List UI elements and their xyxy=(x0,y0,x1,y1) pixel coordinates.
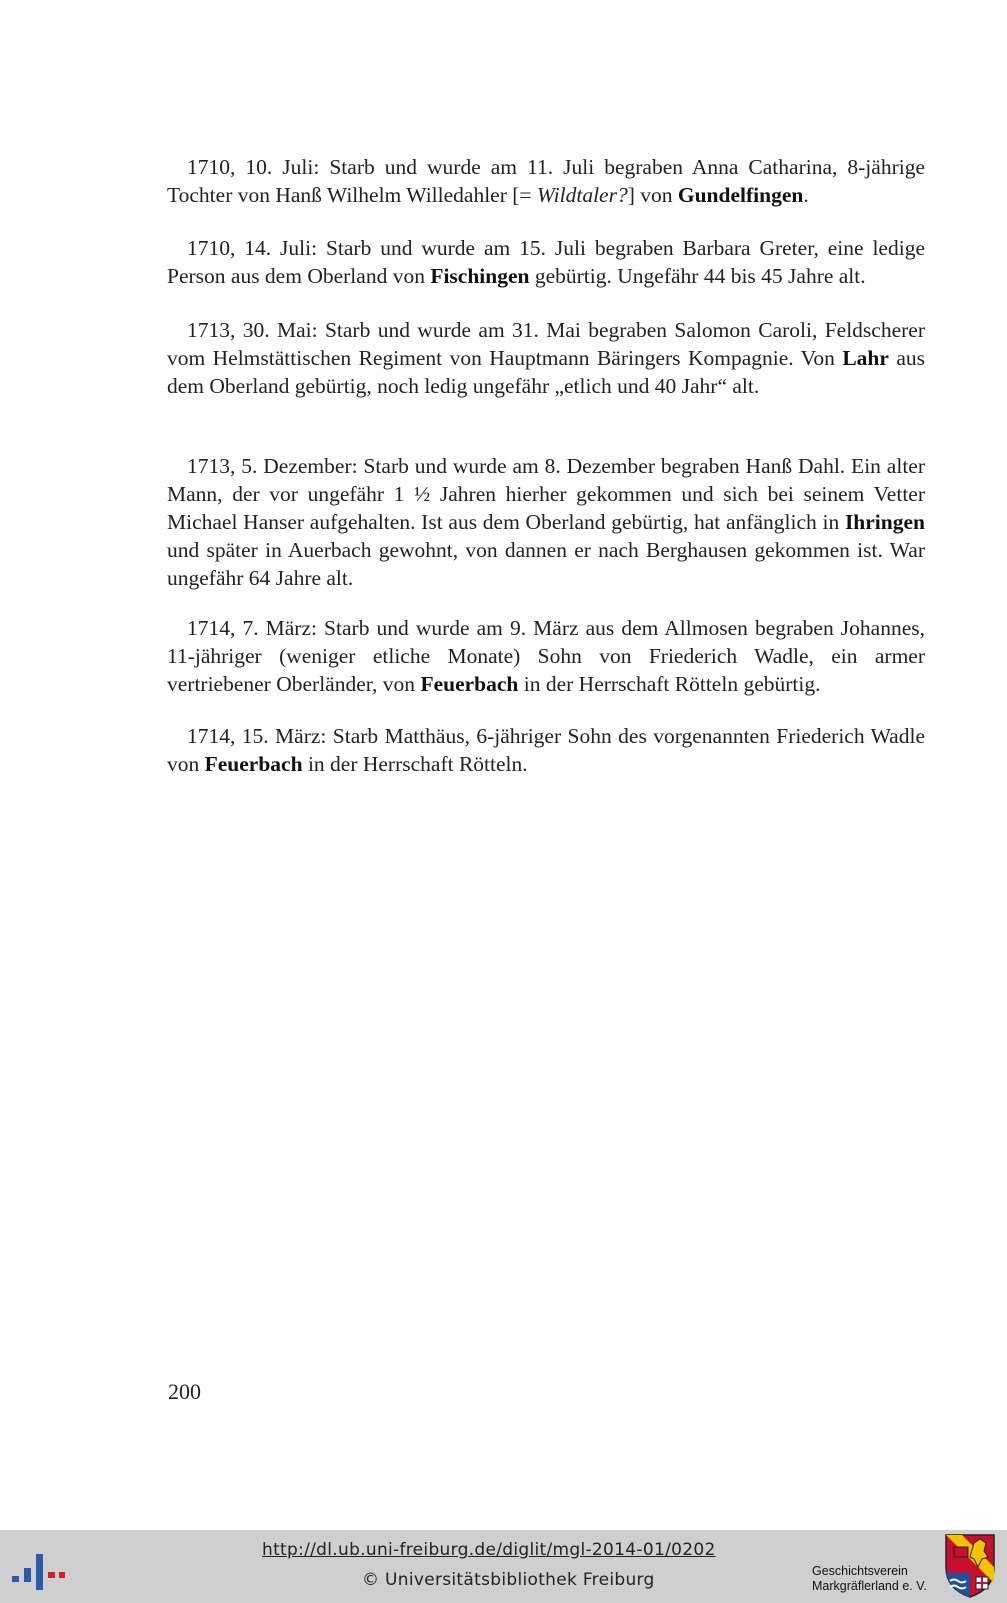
entry-text: 1713, 5. Dezember: Starb und wurde am 8. Dezember begraben Hanß Dahl. Ein alter Mann, der vor ungefähr 1 ½ Jahren hierher gekommen und sich bei seinem Vetter Michael Hanser aufgehalten. Ist aus dem Oberland gebürtig, hat anfänglich in xyxy=(167,454,925,534)
place-name: Fischingen xyxy=(430,264,530,288)
entry-1710-07-10 xyxy=(167,153,925,209)
entry-1710-07-14 xyxy=(167,234,925,290)
entry-1713-12-05 xyxy=(167,452,925,592)
entry-text: gebürtig. Ungefähr 44 bis 45 Jahre alt. xyxy=(529,264,866,288)
place-name: Feuerbach xyxy=(204,752,303,776)
place-name: Feuerbach xyxy=(420,672,519,696)
entry-text: 1713, 30. Mai: Starb und wurde am 31. Mai begraben Salomon Caroli, Feldscherer vom Helmstättischen Regiment von Hauptmann Bäringers Kompagnie. Von xyxy=(167,318,925,370)
permalink-url[interactable]: http://dl.ub.uni-freiburg.de/diglit/mgl-2014-01/0202 xyxy=(262,1540,716,1560)
footer-bar xyxy=(0,1530,1007,1603)
society-name-line1: Geschichtsverein xyxy=(812,1564,908,1578)
ub-freiburg-logo-icon[interactable] xyxy=(10,1552,66,1592)
place-name: Gundelfingen xyxy=(677,183,804,207)
entry-text: 1710, 14. Juli: Starb und wurde am 15. Juli begraben Barbara Greter, eine ledige Person aus dem Oberland von xyxy=(167,236,925,288)
society-name-line2: Markgräflerland e. V. xyxy=(812,1579,927,1593)
place-name: Ihringen xyxy=(844,510,925,534)
society-name xyxy=(812,1564,927,1594)
entry-text: ] von xyxy=(627,183,678,207)
place-name: Lahr xyxy=(842,346,889,370)
entry-1714-03-07 xyxy=(167,614,925,698)
copyright-notice: © Universitätsbibliothek Freiburg xyxy=(362,1570,655,1590)
entry-text: aus dem Oberland gebürtig, noch ledig ungefähr „etlich und 40 Jahr“ alt. xyxy=(167,346,925,398)
entry-text: . xyxy=(803,183,809,207)
entry-1713-05-30 xyxy=(167,316,925,400)
page-number: 200 xyxy=(168,1379,201,1404)
editorial-note: Wildtaler? xyxy=(536,183,628,207)
entry-text: und später in Auerbach gewohnt, von dannen er nach Berghausen gekommen ist. War ungefähr 64 Jahre alt. xyxy=(167,538,925,590)
entry-text: in der Herrschaft Rötteln. xyxy=(302,752,528,776)
entry-text: 1714, 15. März: Starb Matthäus, 6-jähriger Sohn des vorgenannten Friederich Wadle von xyxy=(167,724,925,776)
entry-text: 1714, 7. März: Starb und wurde am 9. März aus dem Allmosen begraben Johannes, 11-jähriger (weniger etliche Monate) Sohn von Friederich Wadle, ein armer vertriebener Oberländer, von xyxy=(167,616,925,696)
entry-1714-03-15 xyxy=(167,722,925,778)
entry-text: in der Herrschaft Rötteln gebürtig. xyxy=(518,672,821,696)
entry-text: 1710, 10. Juli: Starb und wurde am 11. Juli begraben Anna Catharina, 8-jährige Tochter von Hanß Wilhelm Willedahler [= xyxy=(167,155,925,207)
markgraeflerland-crest-icon[interactable] xyxy=(944,1533,996,1599)
